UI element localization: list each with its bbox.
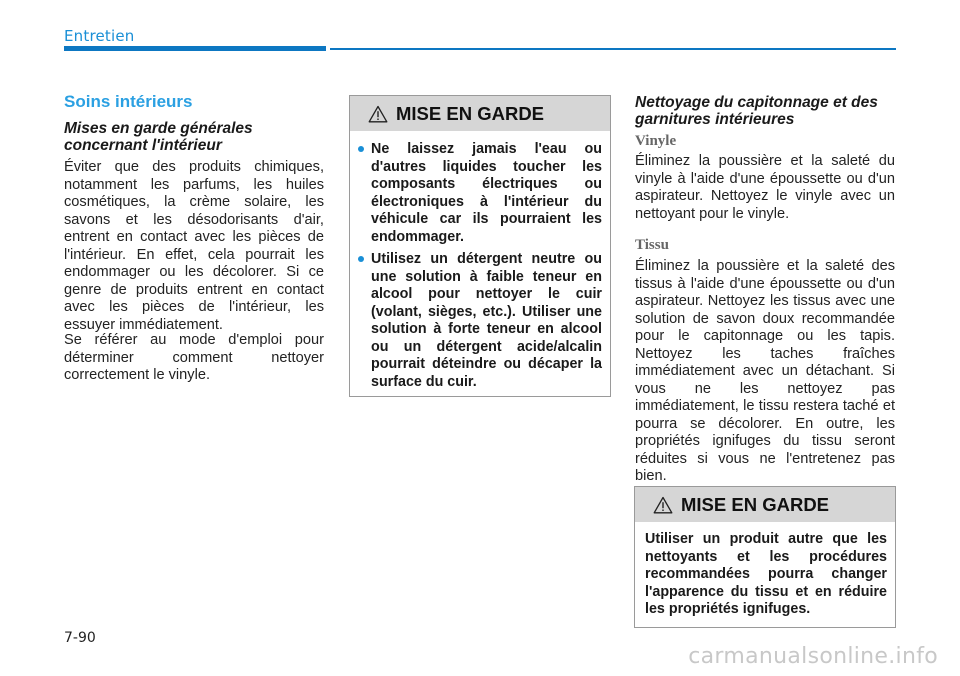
warning-title-1: MISE EN GARDE (396, 102, 545, 124)
vinyl-paragraph: Éliminez la poussière et la saleté du vinyle à l'aide d'une époussette ou d'un aspirateur. Nettoyez le vinyle avec un nettoyant pour le vinyle. (635, 153, 895, 222)
left-paragraph-1: Éviter que des produits chimiques, notamment les parfums, les huiles cosmétiques, la crème solaire, les savons et les désodorisants d'air, entrent en contact avec les pièces de l'intérieur. En effet, cela pourrait les endommager ou les décolorer. Si ce genre de produits entrent en contact avec les pièces de l'intérieur, les essuyer immédiatement. (64, 159, 324, 333)
section-title: Soins intérieurs (64, 92, 193, 111)
page-number: 7-90 (64, 630, 96, 646)
warning-triangle-icon (368, 105, 388, 123)
warning-item-text: Ne laissez jamais l'eau ou d'autres liquides toucher les composants électriques ou électroniques à l'intérieur du véhicule car ils pourraient les endommager. (371, 141, 602, 245)
left-paragraph-2: Se référer au mode d'emploi pour déterminer comment nettoyer correctement le vinyle. (64, 332, 324, 383)
fabric-paragraph: Éliminez la poussière et la saleté des tissus à l'aide d'une époussette ou d'un aspirateur. Nettoyez les tissus avec une solution de savon doux recommandée pour le capitonnage ou les tapis. Nettoyez les taches fraîches immédiatement avec un détachant. Si vous ne les nettoyez pas immédiatement, le tissu restera taché et pourra se décolorer. En outre, les propriétés ignifuges du tissu seront réduites si vous ne l'entretenez pas bien. (635, 258, 895, 484)
header-rule-thick (64, 46, 326, 51)
warning-text-2: Utiliser un produit autre que les nettoyants et les procédures recommandées pourra changer l'apparence du tissu et en réduire les propriétés ignifuges. (645, 531, 887, 617)
warning-triangle-icon (653, 496, 673, 514)
warning-item (371, 141, 602, 246)
watermark: carmanualsonline.info (688, 644, 938, 669)
fabric-heading: Tissu (635, 237, 669, 253)
warning-box-1 (349, 95, 611, 397)
warning-title-2: MISE EN GARDE (681, 493, 830, 515)
warning-box-2 (634, 486, 896, 628)
warning-list-1 (350, 131, 610, 391)
warning-item (371, 251, 602, 391)
vinyl-heading: Vinyle (635, 133, 677, 149)
warning-header-2 (635, 487, 895, 522)
right-subheading: Nettoyage du capitonnage et des garnitures intérieures (635, 94, 878, 128)
bullet-icon (358, 256, 364, 262)
section-header: Entretien (64, 27, 135, 45)
left-subheading: Mises en garde générales concernant l'intérieur (64, 120, 253, 154)
header-rule-thin (330, 48, 896, 50)
warning-header-1 (350, 96, 610, 131)
warning-item-text: Utilisez un détergent neutre ou une solution à faible teneur en alcool pour nettoyer le cuir (volant, sièges, etc.). Utiliser une solution à forte teneur en alcool ou un détergent acide/alcalin pourrait déteindre ou décaper la surface du cuir. (371, 251, 602, 390)
bullet-icon (358, 146, 364, 152)
